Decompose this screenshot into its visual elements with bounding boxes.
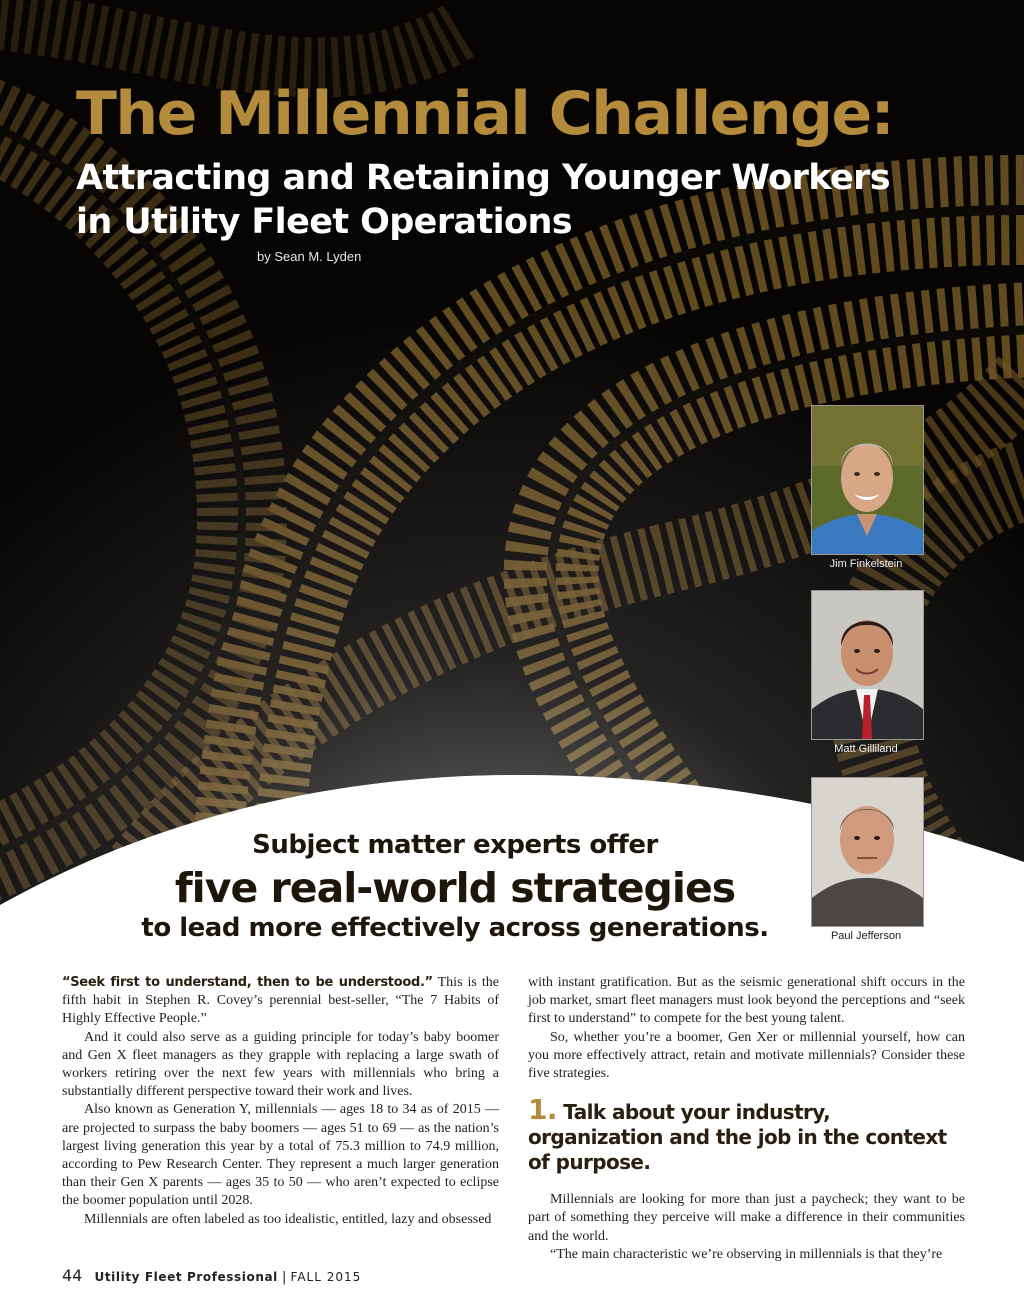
page-footer [62,1266,361,1285]
subtitle-line-1: Attracting and Retaining Younger Workers [76,158,891,198]
caption-matt-gilliland: Matt Gilliland [834,743,898,755]
paragraph-1-text: This is the fifth habit in Stephen R. Covey’s perennial best-seller, “The 7 Habits of Highly Effective People.” [62,975,499,1027]
portrait-jim-finkelstein [811,405,924,555]
portrait-photo-2 [812,591,923,739]
caption-paul-jefferson: Paul Jefferson [830,930,902,942]
byline: by Sean M. Lyden [257,249,362,264]
paragraph-2: And it could also serve as a guiding principle for today’s baby boomer and Gen X fleet managers as they grapple with replacing a large swath of workers retiring over the next few years with millennials who bring a substantially different perspective toward their work and lives. [62,1029,499,1100]
magazine-name: Utility Fleet Professional [94,1270,278,1284]
section-1-number: 1. [528,1093,557,1127]
paragraph-8: “The main characteristic we’re observing in millennials is that they’re [550,1246,943,1262]
caption-jim-finkelstein: Jim Finkelstein [829,558,903,570]
tagline-line-3: to lead more effectively across generations. [141,913,769,943]
section-1-heading [528,1093,965,1175]
lead-quote: “Seek first to understand, then to be understood.” [62,975,433,990]
paragraph-4: Millennials are often labeled as too idealistic, entitled, lazy and obsessed [84,1211,492,1227]
column-left [62,974,499,1229]
paragraph-7: Millennials are looking for more than just a paycheck; they want to be part of something they perceive will make a difference in their communities and the world. [528,1192,965,1244]
article-title: The Millennial Challenge: [76,79,894,149]
footer-separator: | [282,1270,287,1285]
column-right [528,974,965,1264]
issue-label: FALL 2015 [290,1270,362,1284]
portrait-photo-1 [812,406,923,554]
portrait-photo-3 [812,778,923,926]
paragraph-6: So, whether you’re a boomer, Gen Xer or millennial yourself, how can you more effectively attract, retain and motivate millennials? Consider these five strategies. [528,1029,965,1082]
paragraph-5: with instant gratification. But as the seismic generational shift occurs in the job market, smart fleet managers must look beyond the perceptions and “seek first to understand” to compete for the best young talent. [528,975,965,1027]
paragraph-1 [62,974,499,1029]
page-number: 44 [62,1266,83,1285]
tagline-line-1: Subject matter experts offer [252,830,658,860]
portrait-paul-jefferson [811,777,924,927]
subtitle-line-2: in Utility Fleet Operations [76,202,573,242]
portrait-matt-gilliland [811,590,924,740]
tagline-line-2: five real-world strategies [174,864,736,912]
article-subtitle [76,156,890,244]
paragraph-3: Also known as Generation Y, millennials — ages 18 to 34 as of 2015 — are projected to surpass the baby boomers — ages 51 to 69 — as the nation’s largest living generation this year by a total of 75.3 million to 74.9 million, according to Pew Research Center. They represent a much larger generation than their Gen X parents — ages 35 to 50 — who aren’t expected to eclipse the boomer population until 2028. [62,1102,499,1209]
section-1-heading-text: Talk about your industry, organization and the job in the context of purpose. [528,1100,947,1175]
